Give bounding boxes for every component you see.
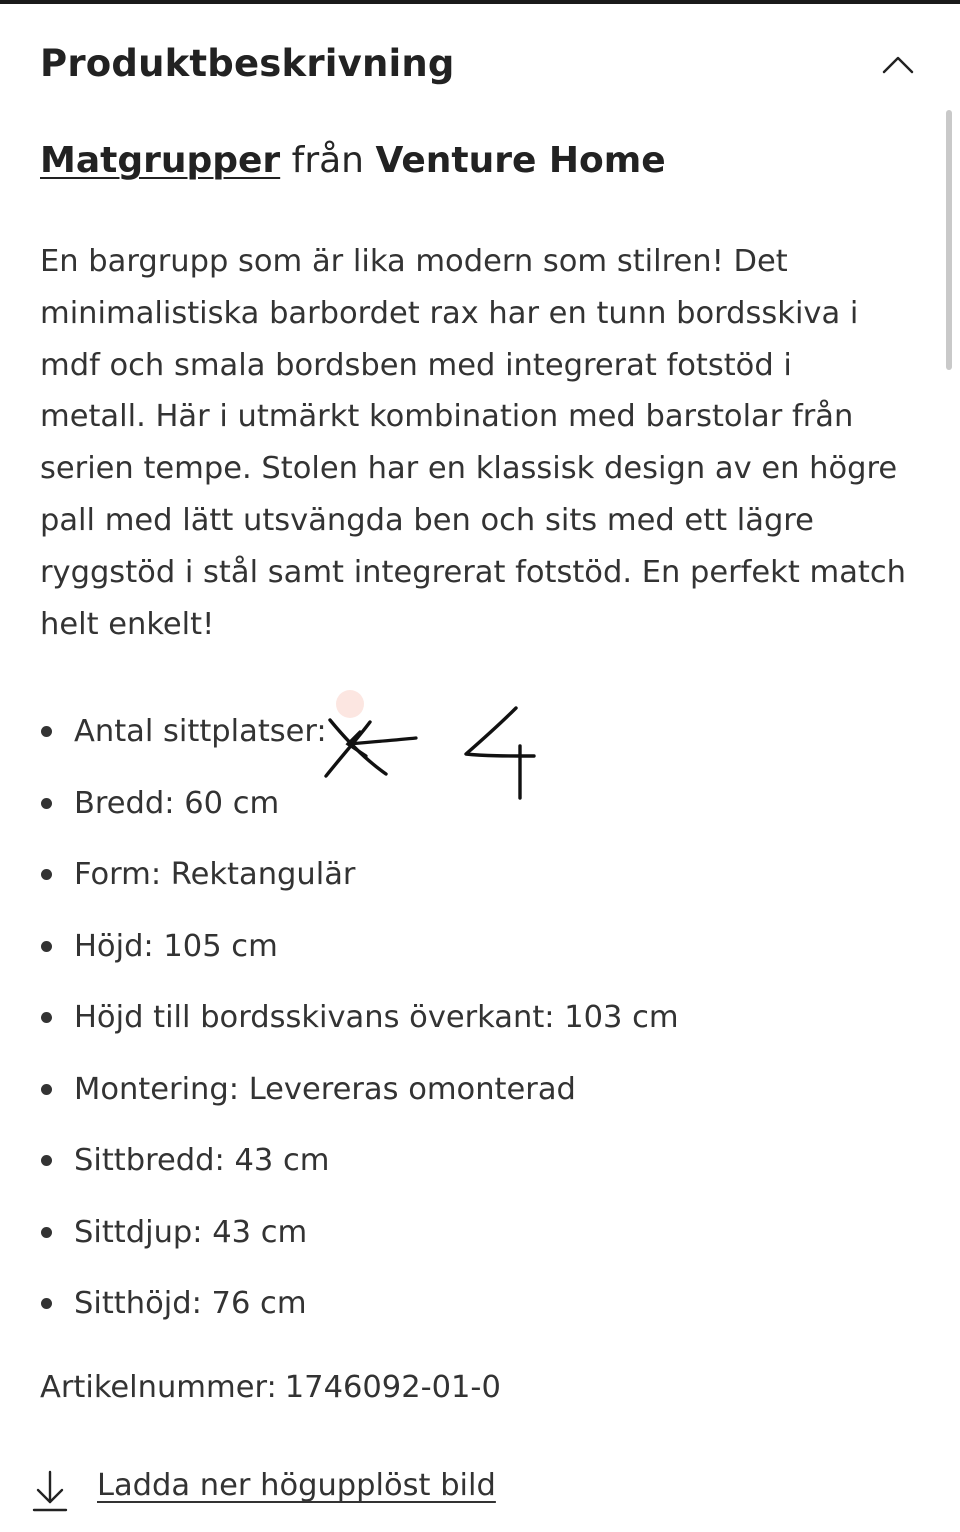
top-border bbox=[0, 0, 960, 4]
description-line: metall. Här i utmärkt kombination med barstolar från bbox=[40, 399, 854, 435]
article-value: 1746092-01-0 bbox=[284, 1370, 501, 1405]
spec-text: Sitthöjd: 76 cm bbox=[74, 1286, 307, 1321]
description-line: helt enkelt! bbox=[40, 606, 215, 642]
bullet bbox=[41, 726, 52, 737]
spec-item-width bbox=[40, 768, 920, 840]
collapse-button[interactable] bbox=[876, 44, 920, 84]
description-line: ryggstöd i stål samt integrerat fotstöd. En perfekt match bbox=[40, 554, 906, 590]
spec-text: Form: Rektangulär bbox=[74, 857, 356, 892]
spec-text: Höjd: 105 cm bbox=[74, 928, 278, 964]
brand-name: Venture Home bbox=[375, 140, 666, 181]
spec-text: Höjd till bordsskivans överkant: 103 cm bbox=[74, 1000, 679, 1035]
spec-item-seat-height bbox=[40, 1268, 920, 1340]
bullet bbox=[41, 1155, 52, 1166]
bullet bbox=[41, 1227, 52, 1238]
category-link[interactable]: Matgrupper bbox=[40, 140, 281, 181]
product-description bbox=[40, 236, 920, 650]
description-line: En bargrupp som är lika modern som stilren! Det bbox=[40, 244, 788, 279]
spec-item-table-height bbox=[40, 982, 920, 1054]
spec-text: Antal sittplatser: bbox=[74, 714, 327, 749]
spec-text: Bredd: 60 cm bbox=[74, 785, 280, 821]
spec-text: Montering: Levereras omonterad bbox=[74, 1071, 576, 1107]
bullet bbox=[41, 798, 52, 809]
chevron-up-icon bbox=[876, 44, 920, 84]
bullet bbox=[41, 1012, 52, 1023]
bullet bbox=[41, 1298, 52, 1309]
scrollbar-thumb[interactable] bbox=[946, 110, 952, 370]
section-title: Produktbeskrivning bbox=[40, 42, 455, 85]
spec-item-seat-width bbox=[40, 1125, 920, 1197]
download-label[interactable]: Ladda ner högupplöst bild bbox=[97, 1468, 496, 1503]
description-line: mdf och smala bordsben med integrerat fotstöd i bbox=[40, 347, 792, 383]
spec-item-seats bbox=[40, 696, 920, 768]
subtitle-connector: från bbox=[291, 140, 364, 181]
description-line: minimalistiska barbordet rax har en tunn bordsskiva i bbox=[40, 295, 859, 331]
description-line: pall med lätt utsvängda ben och sits med ett lägre bbox=[40, 502, 814, 538]
spec-item-seat-depth bbox=[40, 1197, 920, 1269]
section-header[interactable] bbox=[40, 38, 920, 94]
download-icon bbox=[32, 1470, 68, 1518]
bullet bbox=[41, 869, 52, 880]
spec-item-height bbox=[40, 911, 920, 983]
bullet bbox=[41, 941, 52, 952]
spec-list bbox=[40, 696, 920, 1340]
spec-text: Sittdjup: 43 cm bbox=[74, 1214, 308, 1250]
bullet bbox=[41, 1084, 52, 1095]
spec-item-shape bbox=[40, 839, 920, 911]
product-subtitle bbox=[40, 140, 666, 181]
article-label: Artikelnummer: bbox=[40, 1370, 277, 1405]
spec-item-assembly bbox=[40, 1054, 920, 1126]
article-number bbox=[40, 1370, 501, 1405]
description-line: serien tempe. Stolen har en klassisk design av en högre bbox=[40, 451, 898, 487]
spec-text: Sittbredd: 43 cm bbox=[74, 1143, 330, 1178]
